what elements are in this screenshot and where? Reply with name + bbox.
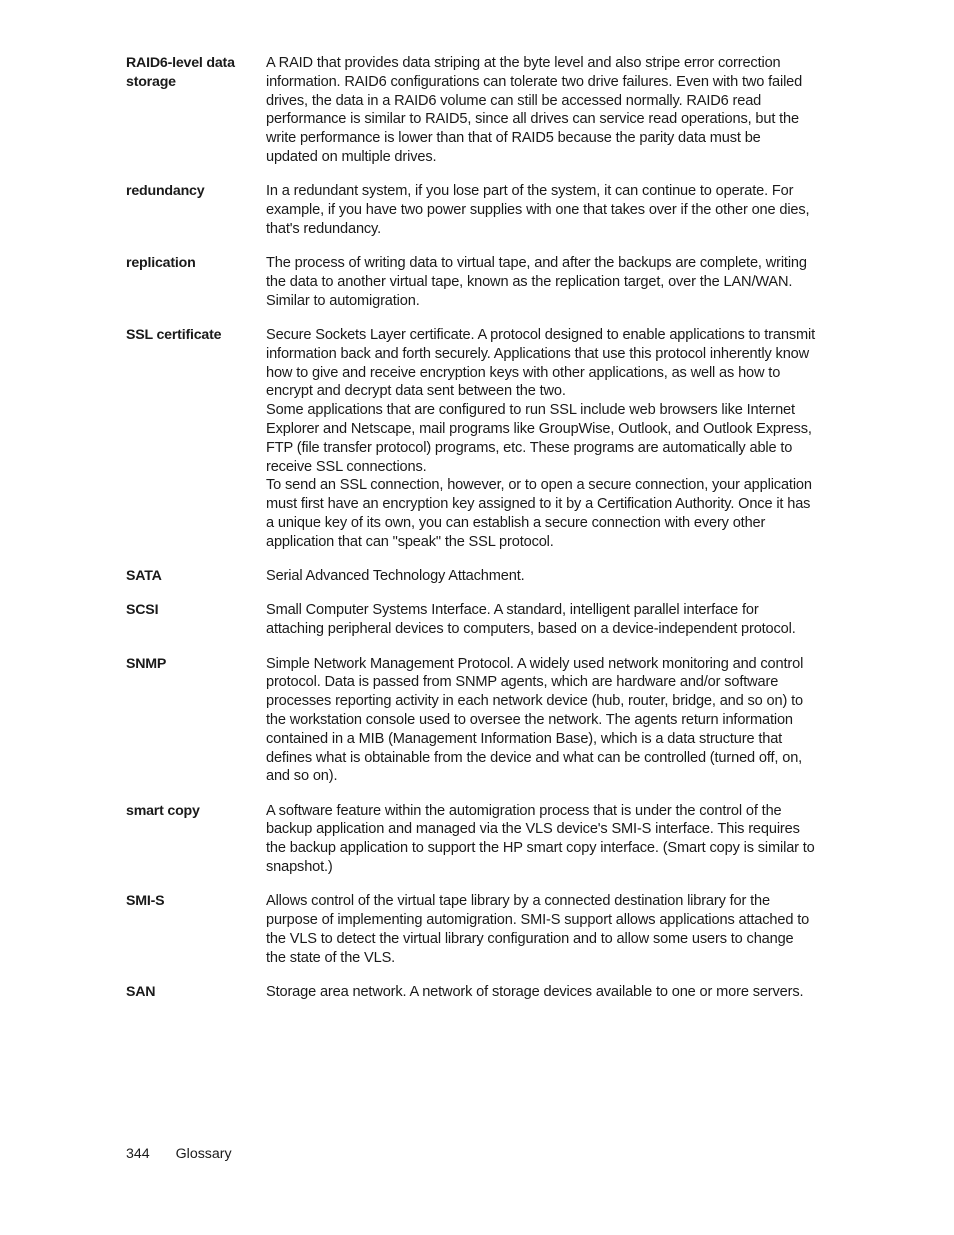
glossary-term: SSL certificate <box>126 327 222 344</box>
glossary-definition <box>266 182 816 238</box>
definition-paragraph: To send an SSL connection, however, or to open a secure connection, your application must first have an encryption key assigned to it by a Certification Authority. Once it has a unique key of its own, you can establish a secure connection with every other application that can "speak" the SSL protocol. <box>266 477 812 550</box>
glossary-definition <box>266 567 816 586</box>
glossary-entry <box>126 54 816 167</box>
definition-paragraph: Small Computer Systems Interface. A standard, intelligent parallel interface for attaching peripheral devices to computers, based on a device-independent protocol. <box>266 602 796 638</box>
glossary-term: SCSI <box>126 602 159 619</box>
glossary-definition <box>266 54 816 167</box>
glossary-definition <box>266 601 816 639</box>
glossary-term: SATA <box>126 568 162 585</box>
glossary-definition <box>266 254 816 310</box>
glossary-entry <box>126 983 816 1002</box>
glossary-definition <box>266 983 816 1002</box>
glossary-term: SMI-S <box>126 893 165 910</box>
glossary-term: SAN <box>126 983 156 1000</box>
definition-paragraph: The process of writing data to virtual tape, and after the backups are complete, writing the data to another virtual tape, known as the replication target, over the LAN/WAN. Similar to automigration. <box>266 255 807 309</box>
glossary-term: SNMP <box>126 655 167 672</box>
glossary-entry <box>126 655 816 787</box>
definition-paragraph: Allows control of the virtual tape library by a connected destination library for the purpose of implementing automigration. SMI-S support allows applications attached to the VLS to detect the virtual library configuration and to allow some users to change the state of the VLS. <box>266 893 810 966</box>
glossary-definition <box>266 326 816 552</box>
page-footer <box>126 1145 232 1163</box>
glossary-definition <box>266 802 816 877</box>
page-number: 344 <box>126 1146 150 1162</box>
glossary-term: RAID6-level data storage <box>126 55 235 90</box>
definition-paragraph: Serial Advanced Technology Attachment. <box>266 568 525 585</box>
glossary-entry <box>126 892 816 967</box>
definition-paragraph: Secure Sockets Layer certificate. A protocol designed to enable applications to transmit information back and forth securely. Applications that use this protocol inherently know how to give and receive encryption keys with other applications, as well as how to encrypt and decrypt data sent between the two. <box>266 327 815 400</box>
definition-paragraph: Simple Network Management Protocol. A widely used network monitoring and control protocol. Data is passed from SNMP agents, which are hardware and/or software processes reporting activity in each network device (hub, router, bridge, and so on) to the workstation console used to oversee the network. The agents return information contained in a MIB (Management Information Base), which is a data structure that defines what is obtainable from the device and what can be controlled (turned off, on, and so on). <box>266 655 804 785</box>
section-name: Glossary <box>175 1146 232 1162</box>
definition-paragraph: Storage area network. A network of storage devices available to one or more servers. <box>266 983 804 1000</box>
glossary-entry <box>126 567 816 586</box>
glossary-entry <box>126 802 816 877</box>
glossary-definition <box>266 655 816 787</box>
glossary-definition <box>266 892 816 967</box>
definition-paragraph: In a redundant system, if you lose part of the system, it can continue to operate. For example, if you have two power supplies with one that takes over if the other one dies, that's redundancy. <box>266 183 810 237</box>
glossary-term: smart copy <box>126 802 200 819</box>
glossary-entry <box>126 254 816 310</box>
glossary-entry <box>126 601 816 639</box>
definition-paragraph: A RAID that provides data striping at the byte level and also stripe error correction information. RAID6 configurations can tolerate two drive failures. Even with two failed drives, the data in a RAID6 volume can still be accessed normally. RAID6 read performance is similar to RAID5, since all drives can service read operations, but the write performance is lower than that of RAID5 because the parity data must be updated on multiple drives. <box>266 55 803 165</box>
glossary-entry <box>126 182 816 238</box>
glossary-term: redundancy <box>126 183 205 200</box>
definition-paragraph: A software feature within the automigration process that is under the control of the backup application and managed via the VLS device's SMI-S interface. This requires the backup application to support the HP smart copy interface. (Smart copy is similar to snapshot.) <box>266 802 815 875</box>
glossary-entry <box>126 326 816 552</box>
glossary-term: replication <box>126 255 196 272</box>
glossary-list <box>126 54 816 1017</box>
definition-paragraph: Some applications that are configured to run SSL include web browsers like Internet Explorer and Netscape, mail programs like GroupWise, Outlook, and Outlook Express, FTP (file transfer protocol) programs, etc. These programs are automatically able to receive SSL connections. <box>266 402 812 475</box>
